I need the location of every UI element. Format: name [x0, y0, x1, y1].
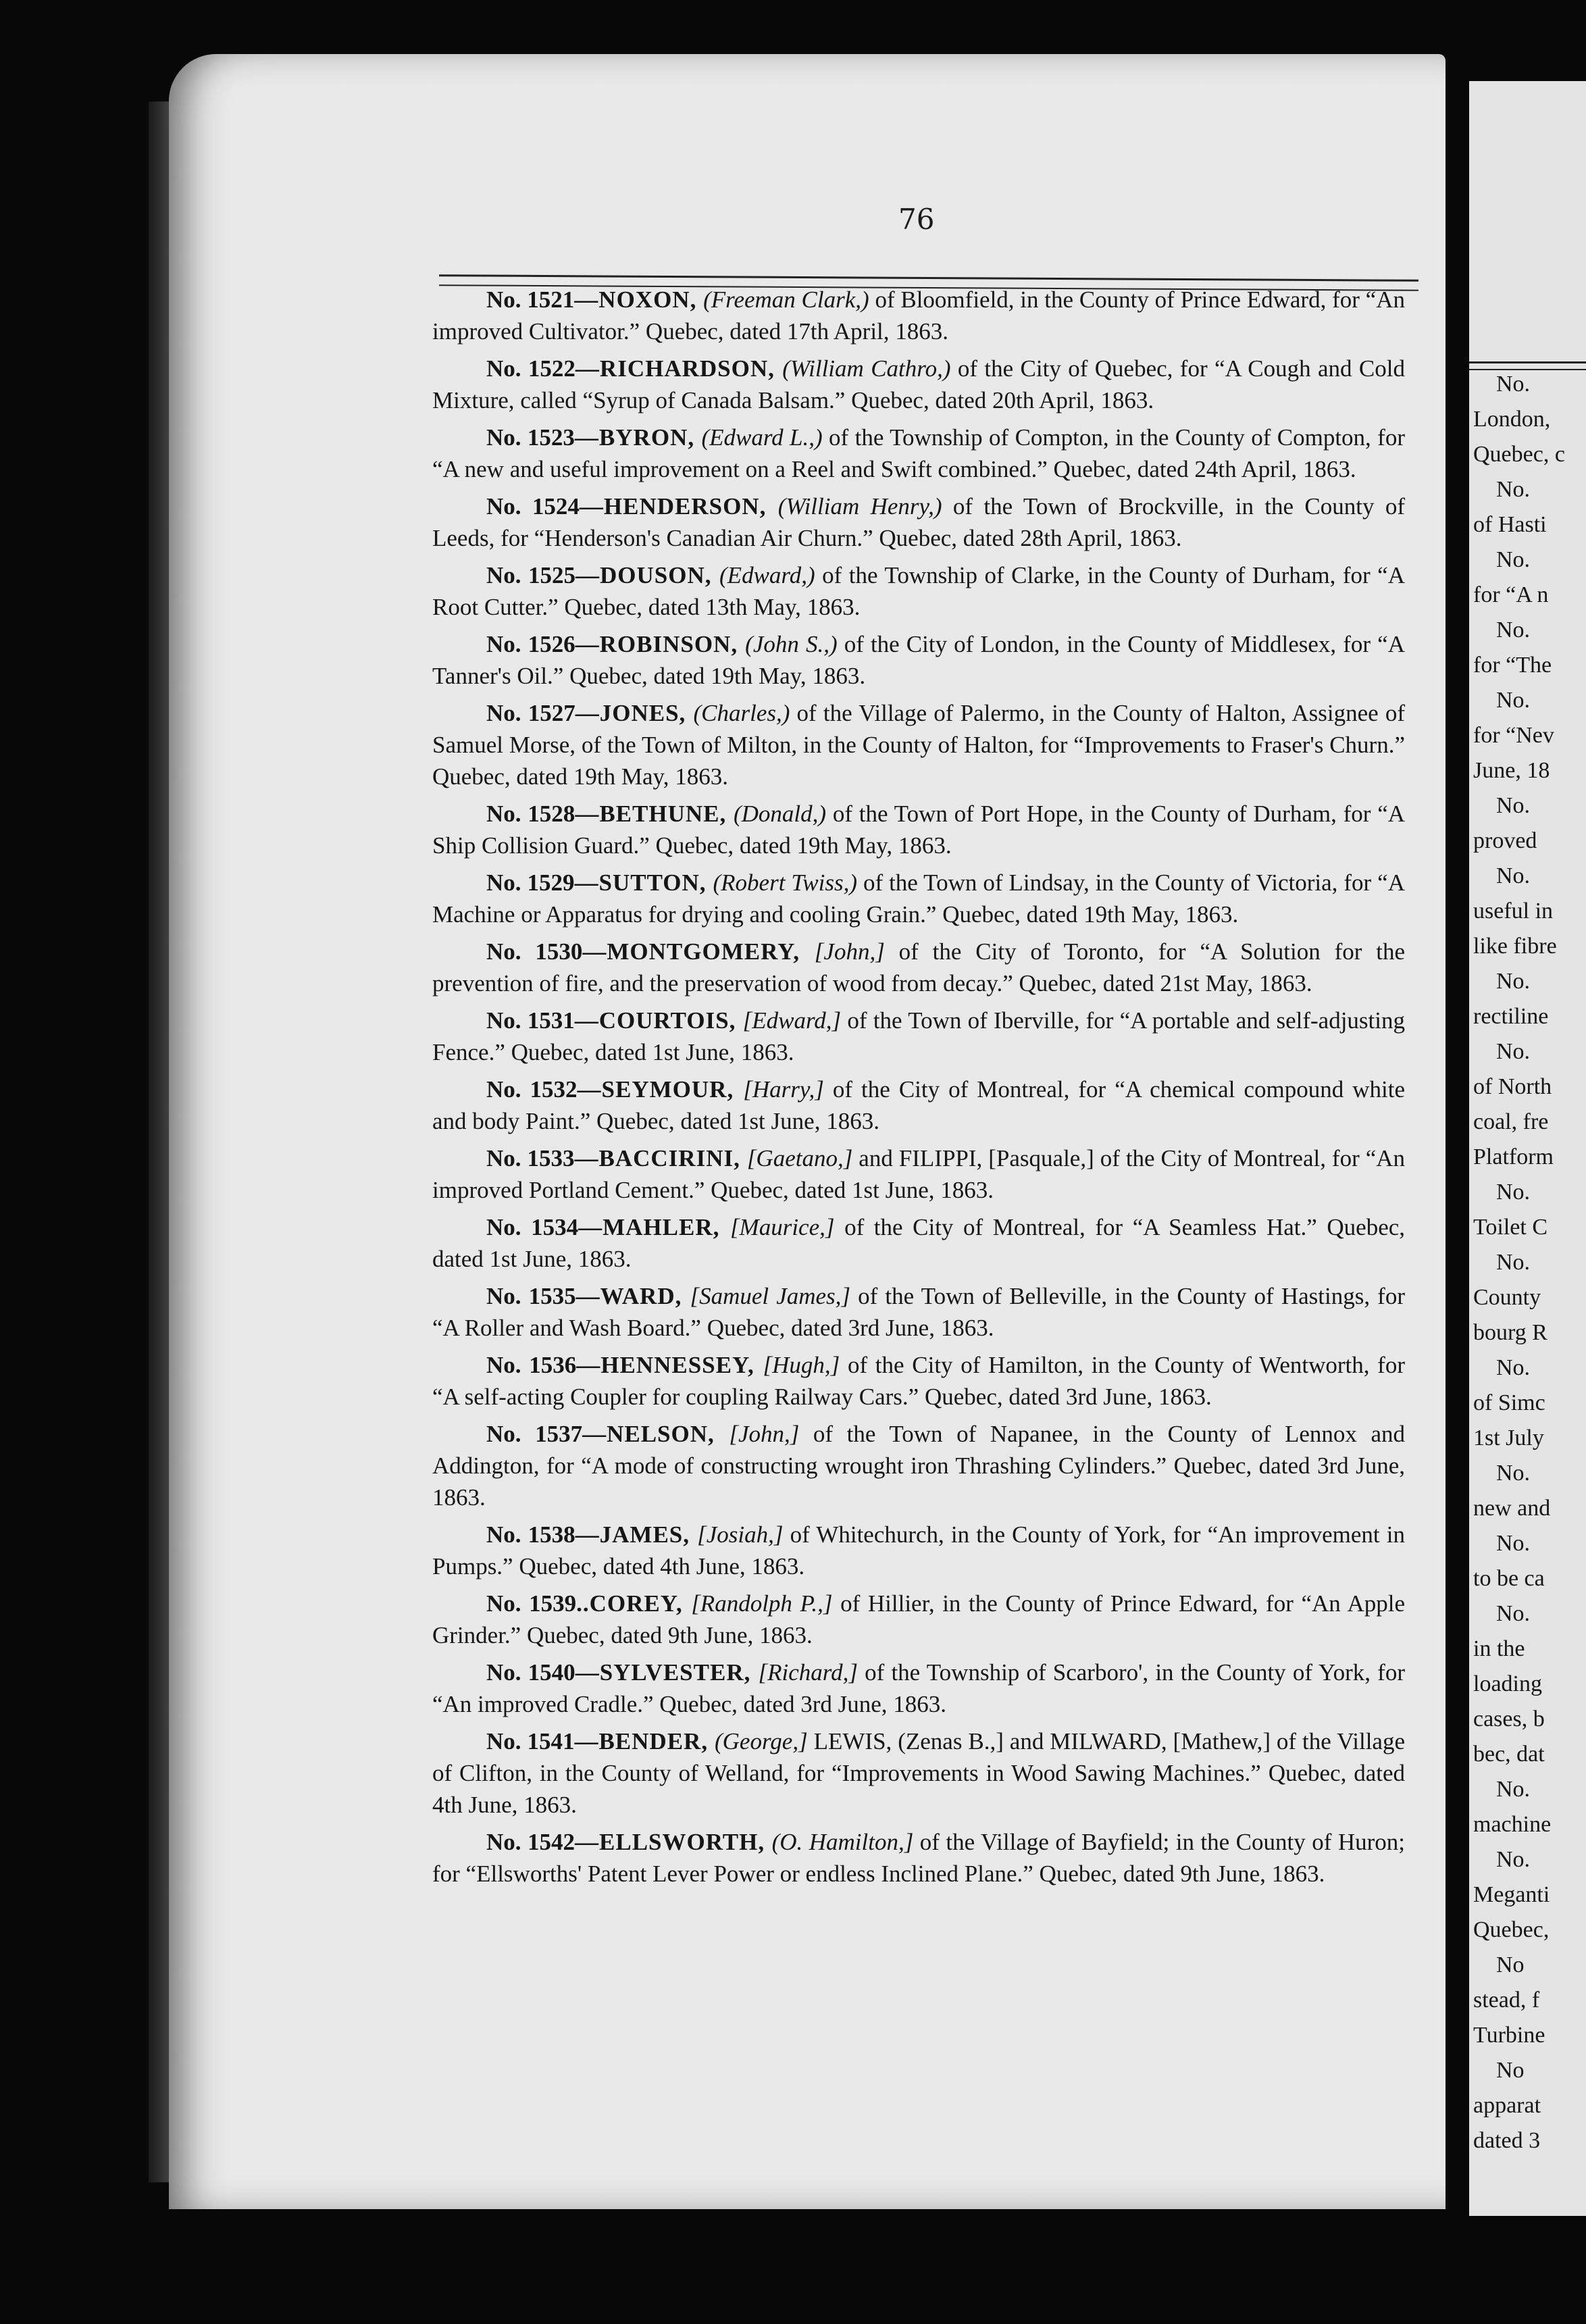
entry-given-name: [Gaetano,]	[746, 1145, 853, 1171]
entry-description: and FILIPPI, [Pasquale,] of the City of Montreal, for “An improved Portland Cement.” Quebec, dated 1st June, 1863.	[432, 1145, 1406, 1203]
entry-description: of the Township of Clarke, in the County of Durham, for “A Root Cutter.” Quebec, dated 13th May, 1863.	[432, 562, 1405, 620]
entry-description: of the City of Montreal, for “A chemical compound white and body Paint.” Quebec, dated 1st June, 1863.	[432, 1076, 1405, 1134]
entry-surname: —MAHLER,	[578, 1214, 730, 1240]
entry-surname: —DOUSON,	[575, 562, 720, 588]
entry-surname: —MONTGOMERY,	[582, 938, 815, 965]
right-page-line: dated 3	[1473, 2128, 1541, 2153]
entry-number: No. 1529	[486, 869, 575, 896]
entry-given-name: (Edward,)	[719, 562, 815, 588]
right-page-line: No.	[1496, 1531, 1531, 1556]
right-page-line: cases, b	[1473, 1707, 1545, 1732]
entry-surname: —SYLVESTER,	[575, 1659, 759, 1686]
entry-given-name: [John,]	[729, 1421, 800, 1447]
entry-number: No. 1536	[486, 1352, 577, 1378]
entry-surname: —SEYMOUR,	[577, 1076, 744, 1103]
right-page-line: of Simc	[1473, 1390, 1545, 1415]
page-number: 76	[898, 203, 935, 236]
right-page-line: useful in	[1473, 899, 1554, 924]
patent-entry	[432, 1657, 1405, 1720]
patent-entry	[432, 1349, 1405, 1413]
entry-description: of the Township of Scarboro', in the County of York, for “An improved Cradle.” Quebec, dated 3rd June, 1863.	[432, 1659, 1405, 1717]
entry-number: No. 1541	[486, 1728, 575, 1754]
entry-number: No. 1532	[486, 1076, 578, 1103]
right-page-line: in the	[1473, 1636, 1525, 1661]
entry-number: No. 1540	[486, 1659, 575, 1686]
right-page-line: 1st July	[1473, 1425, 1544, 1450]
patent-entry	[432, 1211, 1405, 1275]
entry-number: No. 1527	[486, 700, 575, 726]
right-page-line: No.	[1496, 1180, 1531, 1205]
entry-given-name: [Maurice,]	[730, 1214, 835, 1240]
patent-entry	[432, 628, 1405, 692]
patent-entry	[432, 1725, 1405, 1821]
entry-number: No. 1521	[486, 286, 575, 313]
right-page-line: No	[1496, 1952, 1525, 1977]
entry-given-name: [Richard,]	[758, 1659, 858, 1686]
entry-given-name: (Freeman Clark,)	[703, 286, 869, 313]
right-page-line: Meganti	[1473, 1882, 1550, 1907]
right-page-line: machine	[1473, 1812, 1552, 1837]
right-page-line: of Hasti	[1473, 512, 1547, 537]
entry-surname: ..COREY,	[576, 1590, 692, 1617]
entry-description: of the City of Hamilton, in the County of Wentworth, for “A self-acting Coupler for coupling Railway Cars.” Quebec, dated 3rd June, 1863.	[432, 1352, 1405, 1410]
right-page-line: bec, dat	[1473, 1742, 1545, 1767]
entry-surname: —BACCIRINI,	[574, 1145, 747, 1171]
entry-surname: —RICHARDSON,	[575, 355, 783, 382]
right-page-line: for “The	[1473, 653, 1552, 678]
patent-entry	[432, 936, 1405, 999]
patent-entry	[432, 284, 1405, 347]
entry-number: No. 1535	[486, 1283, 576, 1309]
patent-entry	[432, 559, 1405, 623]
entry-description: of the City of London, in the County of Middlesex, for “A Tanner's Oil.” Quebec, dated 19th May, 1863.	[432, 631, 1405, 689]
patent-entry	[432, 1418, 1405, 1513]
entry-number: No. 1539	[486, 1590, 577, 1617]
right-page-line: stead, f	[1473, 1988, 1540, 2013]
entry-given-name: (Robert Twiss,)	[713, 869, 857, 896]
entry-description: of the Town of Lindsay, in the County of Victoria, for “A Machine or Apparatus for drying and cooling Grain.” Quebec, dated 19th May, 1863.	[432, 869, 1405, 928]
entry-description: of the City of Montreal, for “A Seamless Hat.” Quebec, dated 1st June, 1863.	[432, 1214, 1406, 1272]
entry-number: No. 1526	[486, 631, 575, 657]
entry-surname: —JAMES,	[575, 1521, 698, 1548]
entry-description: of the Town of Brockville, in the County of Leeds, for “Henderson's Canadian Air Churn.” Quebec, dated 28th April, 1863.	[432, 493, 1405, 551]
entry-given-name: [Samuel James,]	[690, 1283, 851, 1309]
right-page-line: Toilet C	[1473, 1215, 1548, 1240]
right-page-line: No.	[1496, 1355, 1531, 1380]
entry-surname: —ELLSWORTH,	[575, 1829, 772, 1855]
entry-given-name: (William Henry,)	[777, 493, 942, 520]
entry-number: No. 1534	[486, 1214, 579, 1240]
entry-number: No. 1542	[486, 1829, 575, 1855]
right-page-line: Quebec,	[1473, 1917, 1550, 1942]
right-page-line: No.	[1496, 969, 1531, 994]
entry-description: of the Village of Bayfield; in the County of Huron; for “Ellsworths' Patent Lever Power or endless Inclined Plane.” Quebec, dated 9th June, 1863.	[432, 1829, 1405, 1887]
right-page-line: Turbine	[1473, 2023, 1545, 2048]
entry-surname: —BETHUNE,	[575, 801, 734, 827]
entry-description: of the Town of Belleville, in the County of Hastings, for “A Roller and Wash Board.” Quebec, dated 3rd June, 1863.	[432, 1283, 1405, 1341]
right-page-line: of North	[1473, 1074, 1552, 1099]
right-page-line: No.	[1496, 688, 1531, 713]
entry-number: No. 1531	[486, 1007, 575, 1034]
entry-surname: —HENDERSON,	[579, 493, 778, 520]
right-page-line: Quebec, c	[1473, 442, 1565, 467]
entry-description: of the Town of Iberville, for “A portable and self-adjusting Fence.” Quebec, dated 1st June, 1863.	[432, 1007, 1405, 1065]
right-page-line: proved	[1473, 828, 1537, 853]
entry-number: No. 1530	[486, 938, 583, 965]
right-page-line: new and	[1473, 1496, 1551, 1521]
entry-number: No. 1525	[486, 562, 576, 588]
entry-surname: —COURTOIS,	[574, 1007, 743, 1034]
entry-surname: —WARD,	[575, 1283, 690, 1309]
patent-entry	[432, 1280, 1405, 1344]
entry-given-name: [Edward,]	[742, 1007, 842, 1034]
entry-surname: —JONES,	[575, 700, 694, 726]
entry-description: of the Town of Napanee, in the County of Lennox and Addington, for “A mode of constructing wrought iron Thrashing Cylinders.” Quebec, dated 3rd June, 1863.	[432, 1421, 1406, 1511]
entry-number: No. 1523	[486, 424, 575, 451]
right-page-line: London,	[1473, 407, 1551, 432]
entry-description: LEWIS, (Zenas B.,] and MILWARD, [Mathew,] of the Village of Clifton, in the County of Welland, for “Improvements in Wood Sawing Machines.” Quebec, dated 4th June, 1863.	[432, 1728, 1405, 1818]
entry-surname: —SUTTON,	[574, 869, 713, 896]
entry-given-name: [John,]	[814, 938, 885, 965]
right-page-line: No	[1496, 2058, 1525, 2083]
right-page-line: Platform	[1473, 1144, 1554, 1169]
entry-number: No. 1537	[486, 1421, 583, 1447]
entry-given-name: [Hugh,]	[763, 1352, 840, 1378]
entry-number: No. 1522	[486, 355, 575, 382]
patent-entry	[432, 1005, 1405, 1068]
entry-surname: —ROBINSON,	[575, 631, 746, 657]
entry-surname: —HENNESSEY,	[576, 1352, 763, 1378]
entry-description: of the Township of Compton, in the County of Compton, for “A new and useful improvement on a Reel and Swift combined.” Quebec, dated 24th April, 1863.	[432, 424, 1405, 482]
entry-description: of the City of Toronto, for “A Solution for the prevention of fire, and the preservation of wood from decay.” Quebec, dated 21st May, 1863.	[432, 938, 1405, 996]
right-page-line: No.	[1496, 1250, 1531, 1275]
entry-number: No. 1524	[486, 493, 580, 520]
entry-given-name: (John S.,)	[745, 631, 838, 657]
right-page-line: No.	[1496, 1847, 1531, 1872]
right-page-line: rectiline	[1473, 1004, 1549, 1029]
right-page-line: No.	[1496, 793, 1531, 818]
entry-description: of Whitechurch, in the County of York, for “An improvement in Pumps.” Quebec, dated 4th June, 1863.	[432, 1521, 1405, 1580]
patent-entry	[432, 1519, 1405, 1582]
patent-entry	[432, 697, 1405, 792]
right-page-line: No.	[1496, 1039, 1531, 1064]
right-page-line: No.	[1496, 1601, 1531, 1626]
entry-description: of Hillier, in the County of Prince Edward, for “An Apple Grinder.” Quebec, dated 9th June, 1863.	[432, 1590, 1406, 1648]
right-page-line: No.	[1496, 547, 1531, 572]
entry-given-name: [Randolph P.,]	[691, 1590, 833, 1617]
entry-given-name: (Charles,)	[693, 700, 790, 726]
entry-given-name: (Edward L.,)	[701, 424, 823, 451]
right-page-line: loading	[1473, 1671, 1542, 1696]
right-page-line: No.	[1496, 617, 1531, 642]
entry-description: of the Village of Palermo, in the County of Halton, Assignee of Samuel Morse, of the Town of Milton, in the County of Halton, for “Improvements to Fraser's Churn.” Quebec, dated 19th May, 1863.	[432, 700, 1406, 790]
right-page-line: like fibre	[1473, 934, 1557, 959]
right-page-line: No.	[1496, 863, 1531, 888]
entry-given-name: (Donald,)	[734, 801, 827, 827]
right-page-line: No.	[1496, 1777, 1531, 1802]
entry-description: of Bloomfield, in the County of Prince Edward, for “An improved Cultivator.” Quebec, dated 17th April, 1863.	[432, 286, 1405, 345]
entry-given-name: (O. Hamilton,]	[771, 1829, 914, 1855]
entry-given-name: [Josiah,]	[697, 1521, 784, 1548]
patent-entries-list	[432, 284, 1405, 1895]
right-page-line: apparat	[1473, 2093, 1541, 2118]
right-page-line: No.	[1496, 372, 1531, 397]
entry-number: No. 1533	[486, 1145, 575, 1171]
entry-description: of the Town of Port Hope, in the County of Durham, for “A Ship Collision Guard.” Quebec, dated 19th May, 1863.	[432, 801, 1405, 859]
entry-given-name: [Harry,]	[743, 1076, 824, 1103]
patent-entry	[432, 867, 1405, 930]
entry-surname: —BENDER,	[574, 1728, 715, 1754]
right-page-line: for “Nev	[1473, 723, 1554, 748]
entry-given-name: (George,]	[715, 1728, 808, 1754]
right-page-line: No.	[1496, 1461, 1531, 1486]
right-page-line: for “A n	[1473, 582, 1549, 607]
entry-number: No. 1528	[486, 801, 575, 827]
patent-entry	[432, 1073, 1405, 1137]
right-header-rule	[1469, 361, 1586, 370]
patent-entry	[432, 353, 1405, 416]
entry-given-name: (William Cathro,)	[782, 355, 951, 382]
entry-surname: —NELSON,	[582, 1421, 730, 1447]
patent-entry	[432, 422, 1405, 485]
right-page-line: coal, fre	[1473, 1109, 1549, 1134]
right-page-fragment	[1469, 81, 1586, 2216]
patent-entry	[432, 490, 1405, 554]
right-page-line: to be ca	[1473, 1566, 1545, 1591]
right-page-line: County	[1473, 1285, 1541, 1310]
patent-entry	[432, 1588, 1405, 1651]
patent-entry	[432, 1826, 1405, 1890]
entry-description: of the City of Quebec, for “A Cough and Cold Mixture, called “Syrup of Canada Balsam.” Quebec, dated 20th April, 1863.	[432, 355, 1405, 413]
entry-number: No. 1538	[486, 1521, 575, 1548]
right-page-line: bourg R	[1473, 1320, 1547, 1345]
entry-surname: —BYRON,	[574, 424, 702, 451]
entry-surname: —NOXON,	[574, 286, 704, 313]
right-page-line: No.	[1496, 477, 1531, 502]
right-page-line: June, 18	[1473, 758, 1550, 783]
patent-entry	[432, 798, 1405, 861]
patent-entry	[432, 1142, 1405, 1206]
